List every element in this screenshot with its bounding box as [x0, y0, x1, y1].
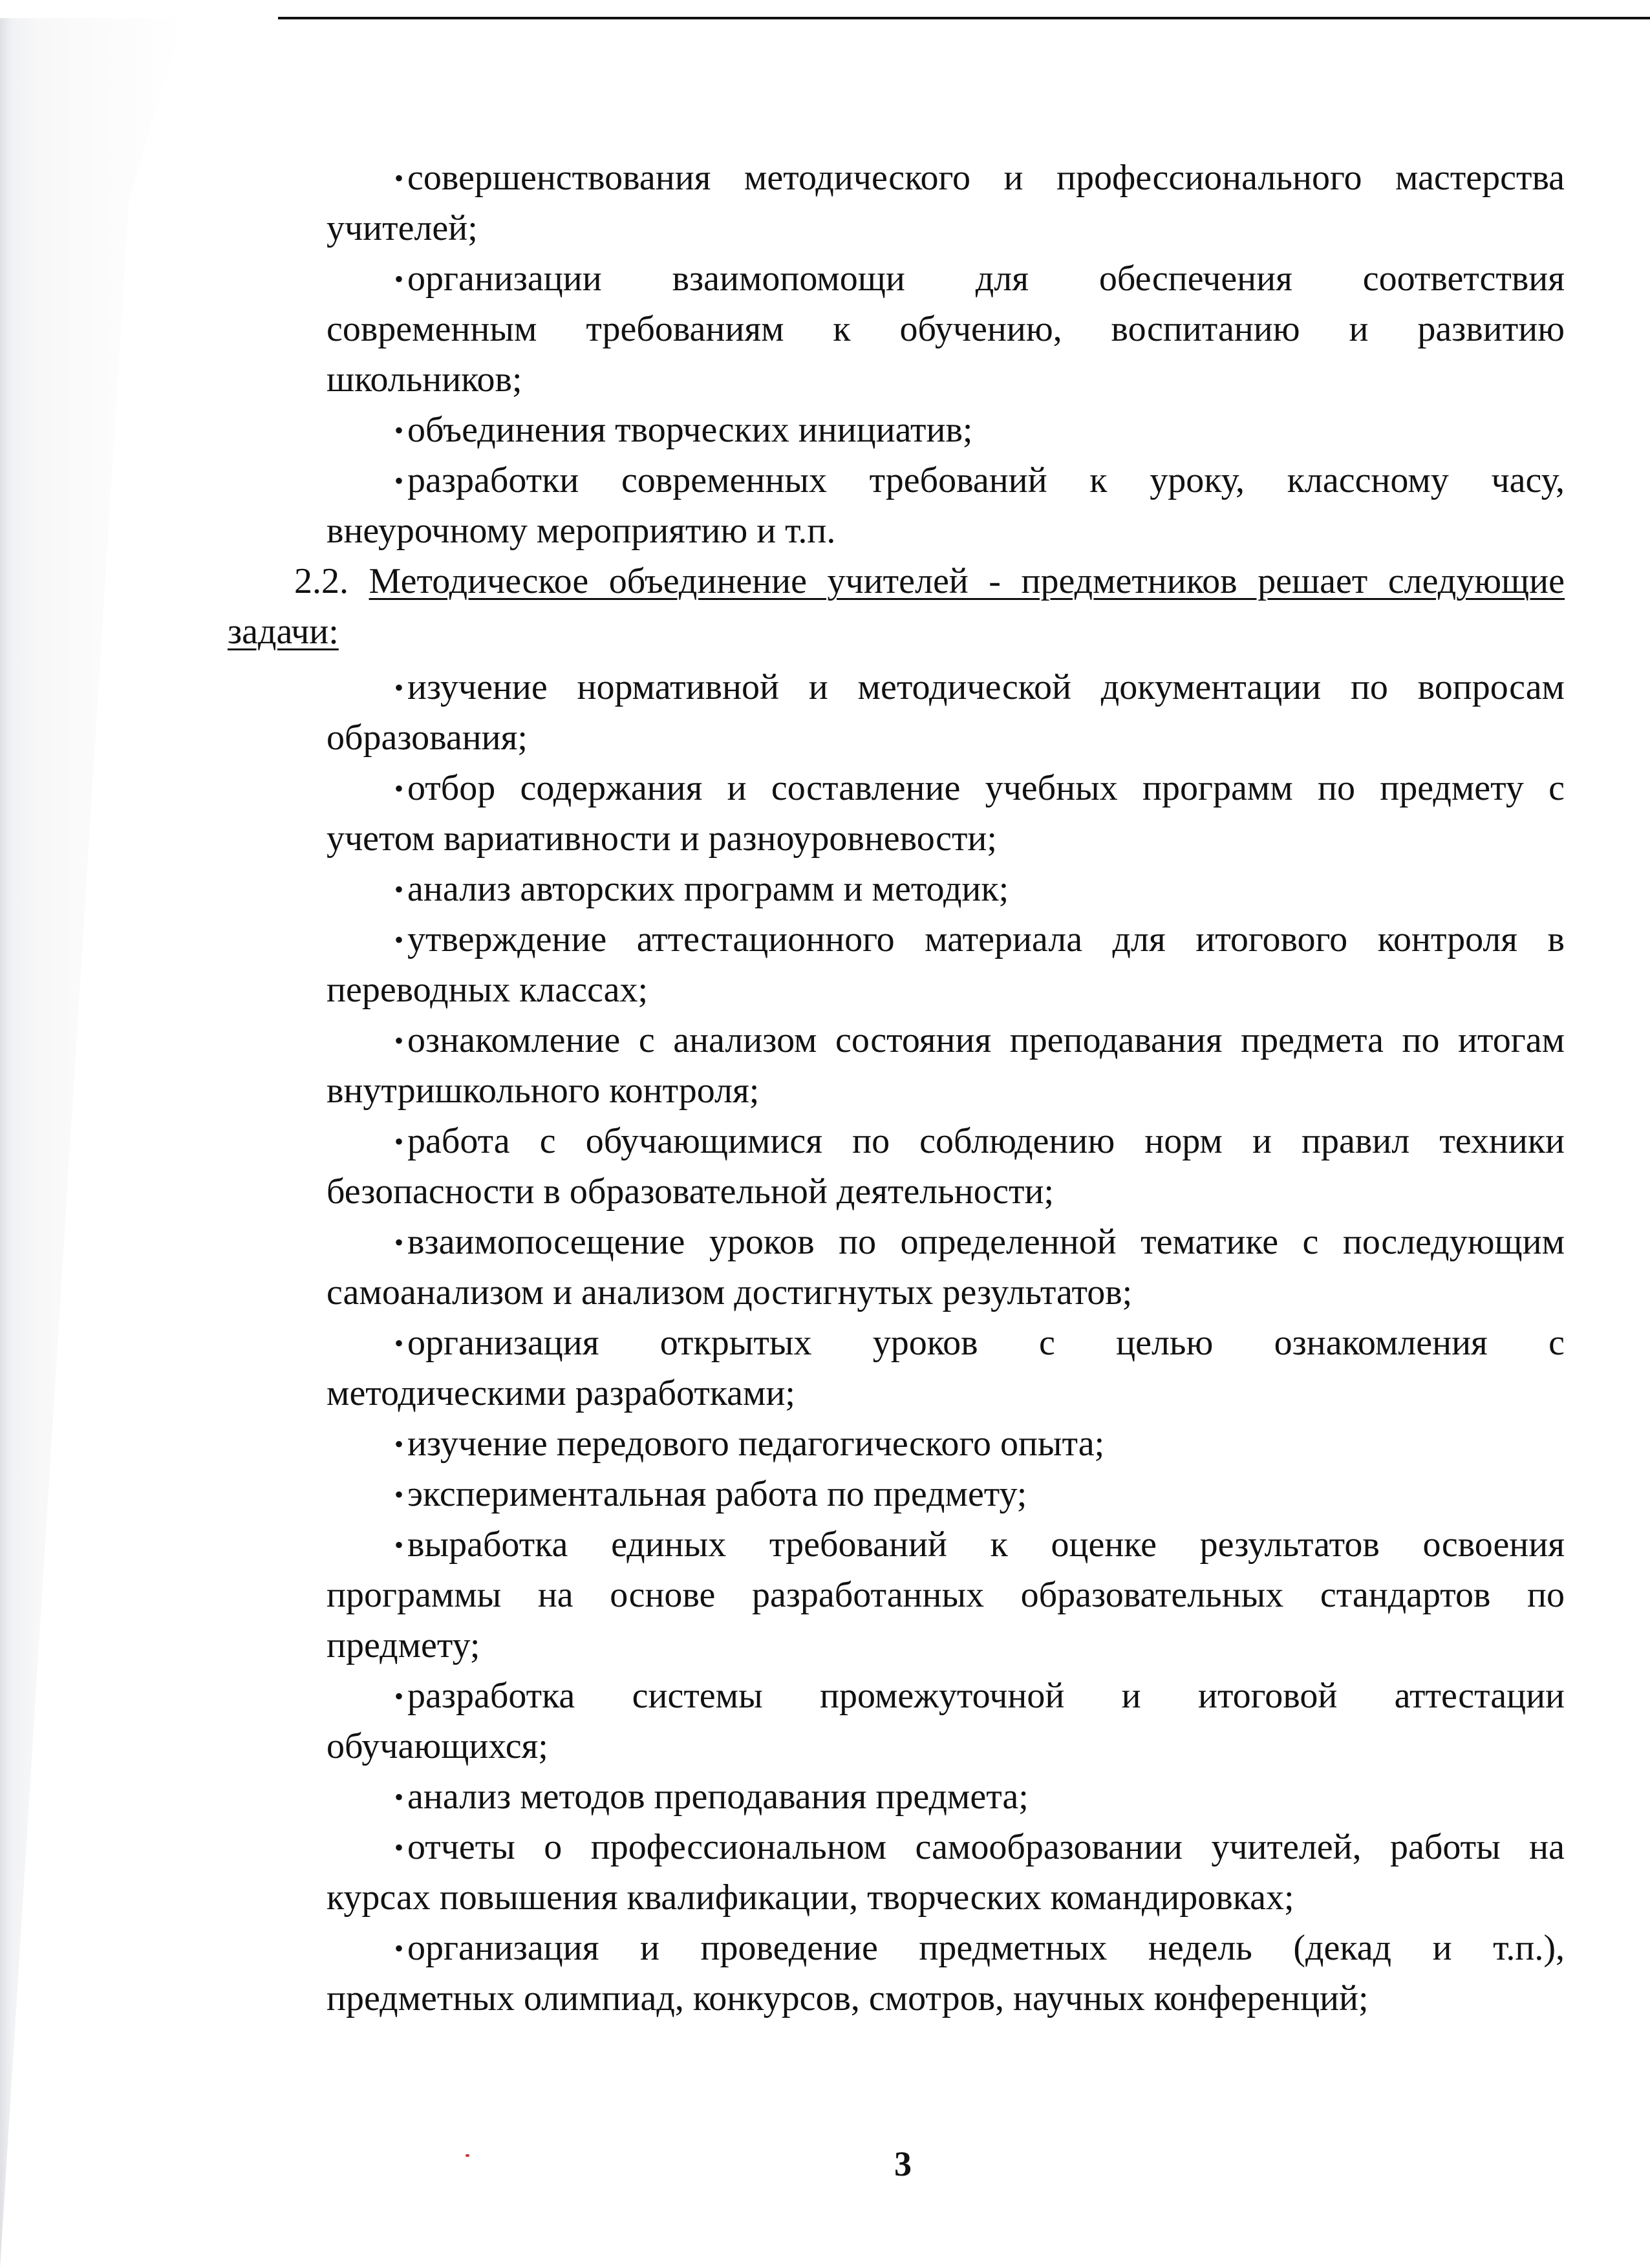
task-list-item: • разработка системы промежуточной и итоговой аттестации — [394, 1673, 1565, 1722]
purpose-list-item-continuation: школьников; — [327, 359, 522, 400]
task-list-item-continuation: внутришкольного контроля; — [327, 1071, 760, 1111]
task-list-item: • анализ авторских программ и методик; — [394, 866, 1009, 915]
page-number: 3 — [894, 2145, 912, 2183]
task-list-item: • ознакомление с анализом состояния преподавания предмета по итогам — [394, 1018, 1565, 1066]
task-list-item-continuation: учетом вариативности и разноуровневости; — [327, 818, 997, 859]
purpose-list-item: • объединения творческих инициатив; — [394, 407, 972, 456]
task-list-item-continuation: предмету; — [327, 1625, 480, 1665]
task-list-item: • анализ методов преподавания предмета; — [394, 1774, 1029, 1823]
task-list-item-continuation: обучающихся; — [327, 1726, 548, 1766]
task-list-item-continuation: образования; — [327, 718, 528, 758]
section-heading — [294, 559, 1565, 604]
section-title-continuation: задачи: — [228, 612, 339, 652]
task-list-item: • выработка единых требований к оценке результатов освоения — [394, 1522, 1565, 1570]
purpose-list-item-continuation: учителей; — [327, 208, 478, 248]
task-list-item: • взаимопосещение уроков по определенной тематике с последующим — [394, 1219, 1565, 1268]
purpose-list-item: • организации взаимопомощи для обеспечения соответствия — [394, 256, 1565, 305]
task-list-item-continuation: курсах повышения квалификации, творческих командировках; — [327, 1878, 1294, 1918]
task-list-item-continuation: методическими разработками; — [327, 1373, 795, 1413]
section-title: Методическое объединение учителей - предметников решает следующие — [369, 561, 1565, 601]
task-list-item: • экспериментальная работа по предмету; — [394, 1471, 1027, 1520]
task-list-item-continuation: предметных олимпиад, конкурсов, смотров, научных конференций; — [327, 1978, 1369, 2018]
purpose-list-item: • совершенствования методического и профессионального мастерства — [394, 155, 1565, 204]
purpose-list-item: • разработки современных требований к уроку, классному часу, — [394, 458, 1565, 506]
task-list-item: • утверждение аттестационного материала для итогового контроля в — [394, 917, 1565, 965]
task-list-item: • организация открытых уроков с целью ознакомления с — [394, 1320, 1565, 1369]
purpose-list-item-continuation: внеурочному мероприятию и т.п. — [327, 511, 836, 551]
task-list-item-continuation: переводных классах; — [327, 970, 648, 1010]
purpose-list-item-continuation: современным требованиям к обучению, воспитанию и развитию — [327, 309, 1565, 349]
task-list-item-continuation: программы на основе разработанных образовательных стандартов по — [327, 1575, 1565, 1615]
task-list-item-continuation: самоанализом и анализом достигнутых результатов; — [327, 1272, 1133, 1312]
task-list-item: • изучение передового педагогического опыта; — [394, 1421, 1104, 1470]
task-list-item: • работа с обучающимися по соблюдению норм и правил техники — [394, 1118, 1565, 1167]
task-list-item: • изучение нормативной и методической документации по вопросам — [394, 665, 1565, 713]
task-list-item: • отбор содержания и составление учебных программ по предмету с — [394, 765, 1565, 814]
task-list-item: • организация и проведение предметных недель (декад и т.п.), — [394, 1925, 1565, 1974]
section-number: 2.2. — [294, 561, 348, 601]
scan-shadow — [0, 18, 184, 2268]
task-list-item: • отчеты о профессиональном самообразовании учителей, работы на — [394, 1824, 1565, 1873]
scan-top-border — [278, 17, 1650, 19]
task-list-item-continuation: безопасности в образовательной деятельности; — [327, 1171, 1055, 1212]
scan-artifact-mark — [466, 2154, 469, 2157]
